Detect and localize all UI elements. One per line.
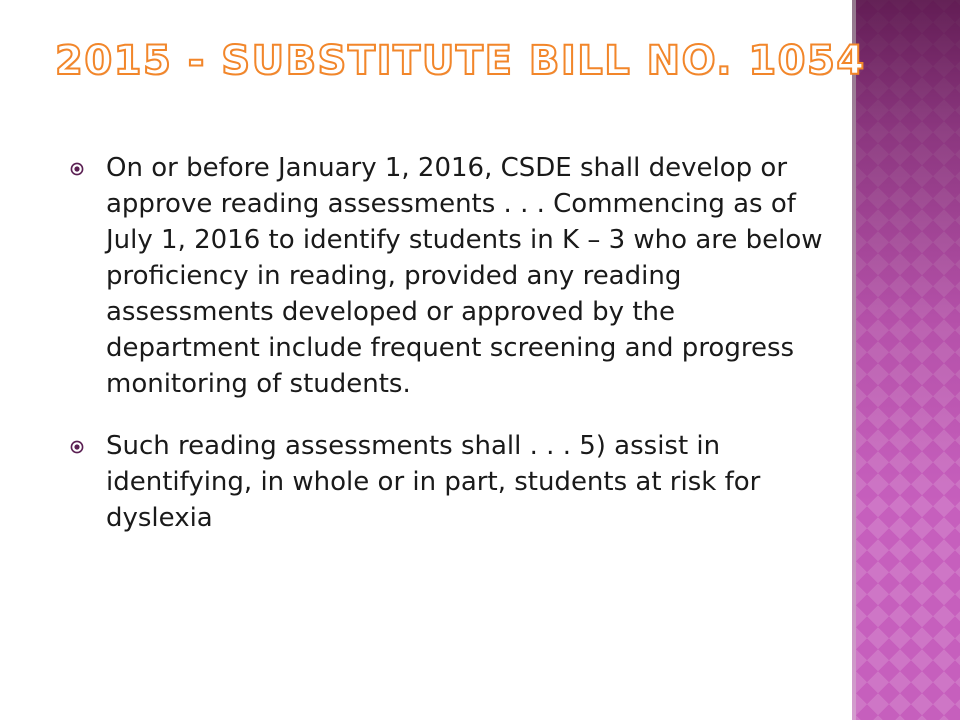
circle-dot-icon: [70, 162, 84, 176]
bullet-item: [70, 150, 830, 402]
circle-dot-icon: [70, 440, 84, 454]
bullet-item: [70, 428, 830, 536]
bullet-text: Such reading assessments shall . . . 5) assist in identifying, in whole or in part, students at risk for dyslexia: [106, 431, 761, 533]
decorative-side-band: [856, 0, 960, 720]
bullet-text: On or before January 1, 2016, CSDE shall develop or approve reading assessments . . . Commencing as of July 1, 2016 to identify students in K – 3 who are below proficiency in reading, provided any reading assessments developed or approved by the department include frequent screening and progress monitoring of students.: [106, 153, 823, 399]
slide-title: 2015 - SUBSTITUTE BILL NO. 1054: [55, 38, 866, 84]
bullet-list: [70, 150, 830, 562]
